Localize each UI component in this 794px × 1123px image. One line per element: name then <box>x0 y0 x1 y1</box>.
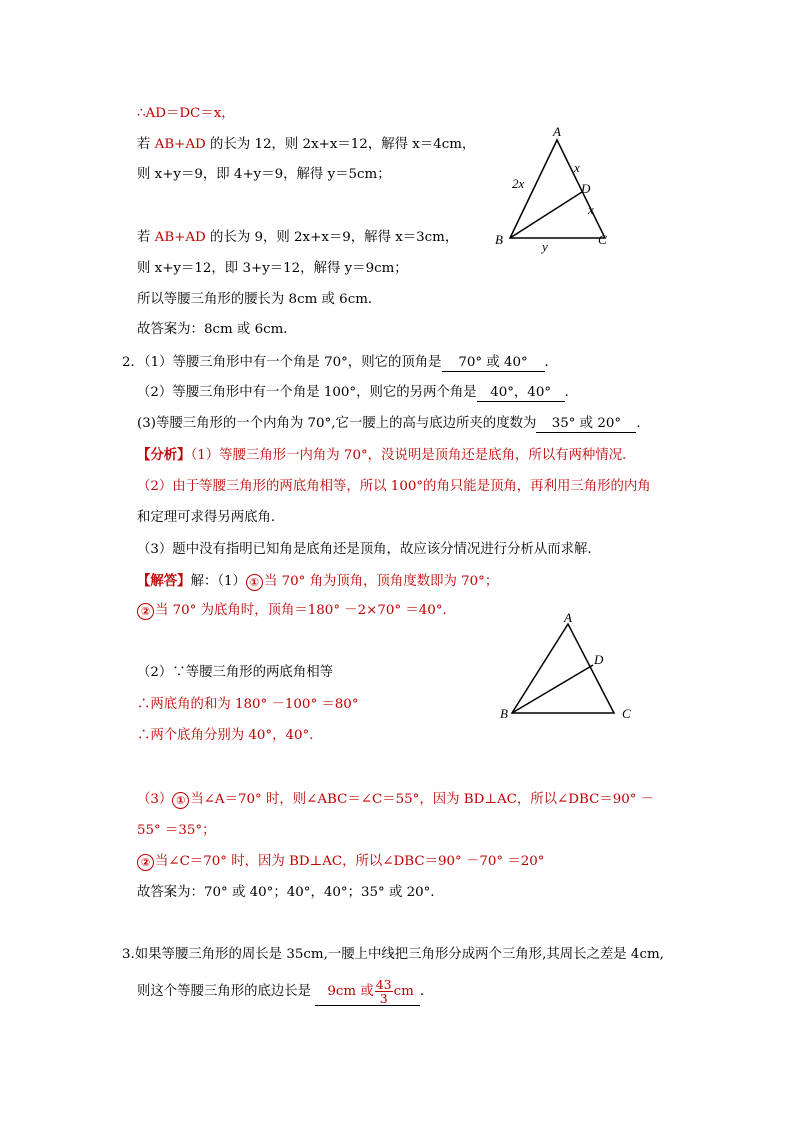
label-c: C <box>598 232 607 247</box>
q3-answer-blank: 9cm 或 $\frac{43}{3}$ cm <box>315 978 419 1006</box>
circle-2-icon: ② <box>137 854 154 871</box>
q2-analysis-4: （3）题中没有指明已知角是底角还是顶角，故应该分情况进行分析从而求解． <box>137 542 601 557</box>
q2-solution-4: ∴两底角的和为 180° －100° ＝80° <box>137 697 359 712</box>
q2-part-1: 2．（1）等腰三角形中有一个角是 70°，则它的顶角是 70° 或 40° ． <box>122 355 558 370</box>
s1-line-3: 则 x+y＝9，即 4+y＝9，解得 y＝5cm； <box>137 167 391 182</box>
s1-line-6: 所以等腰三角形的腰长为 8cm 或 6cm． <box>137 292 382 307</box>
label-x-lower: x <box>588 202 594 217</box>
q2-solution-3: （2）∵等腰三角形的两底角相等 <box>137 665 333 680</box>
s1-line-7: 故答案为：8cm 或 6cm． <box>137 322 297 337</box>
label-d: D <box>581 181 591 196</box>
circle-1-icon: ① <box>246 574 263 591</box>
label-b: B <box>495 232 503 247</box>
label-a: A <box>564 612 572 625</box>
q2-solution-9: 故答案为：70° 或 40°；40°，40°；35° 或 20°． <box>137 885 444 900</box>
q2-solution-6: （3） ① 当∠A＝70° 时，则∠ABC＝∠C＝55°，因为 BD⊥AC，所以∠DBC＝90° － <box>137 792 655 807</box>
q2-analysis-1: 【分析】（1）等腰三角形一内角为 70°，没说明是顶角还是底角，所以有两种情况． <box>137 447 636 463</box>
label-2x: 2x <box>512 176 525 191</box>
q2-solution-7: 55° ＝35°； <box>137 823 216 838</box>
q2-solution-2: ② 当 70° 为底角时，顶角＝180° －2×70° ＝40°． <box>137 603 456 620</box>
label-c: C <box>622 706 631 721</box>
label-a: A <box>553 124 561 139</box>
triangle-figure-2 <box>490 612 650 727</box>
s1-line-2: 若 AB+AD 的长为 12，则 2x+x＝12，解得 x＝4cm， <box>137 137 476 152</box>
s1-line-5: 则 x+y＝12，即 3+y＝12，解得 y＝9cm； <box>137 261 408 276</box>
fraction: $\frac{43}{3}$ <box>375 977 392 1006</box>
q2-solution-1: 【解答】解：（1） ① 当 70° 角为顶角，顶角度数即为 70°； <box>137 573 499 589</box>
label-x-upper: x <box>574 160 580 175</box>
triangle-figure-1 <box>490 120 620 260</box>
q2-solution-8: ② 当∠C＝70° 时，因为 BD⊥AC，所以∠DBC＝90° －70° ＝20° <box>137 854 545 871</box>
label-b: B <box>500 706 508 721</box>
q2-analysis-3: 和定理可求得另两底角． <box>137 510 285 525</box>
label-d: D <box>594 652 604 667</box>
q2-analysis-2: （2）由于等腰三角形的两底角相等，所以 100°的角只能是顶角，再利用三角形的内角 <box>137 479 651 494</box>
q3-line-1: 3.如果等腰三角形的周长是 35cm,一腰上中线把三角形分成两个三角形,其周长之差是 4cm, <box>122 947 664 962</box>
label-y: y <box>542 239 548 254</box>
s1-line-4: 若 AB+AD 的长为 9，则 2x+x＝9，解得 x＝3cm， <box>137 230 459 245</box>
s1-line-1: ∴AD＝DC＝x， <box>137 106 235 121</box>
q2-solution-5: ∴两个底角分别为 40°，40°． <box>137 728 323 743</box>
circle-2-icon: ② <box>137 603 154 620</box>
q2-part-2: （2）等腰三角形中有一个角是 100°，则它的另两个角是 40°，40° ． <box>137 385 579 400</box>
q3-line-2: 则这个等腰三角形的底边长是 9cm 或 $\frac{43}{3}$ cm ． <box>137 977 434 1006</box>
q2-part-3: (3)等腰三角形的一个内角为 70°,它一腰上的高与底边所夹的度数为 35° 或 20° ． <box>137 416 650 431</box>
circle-1-icon: ① <box>172 792 189 809</box>
